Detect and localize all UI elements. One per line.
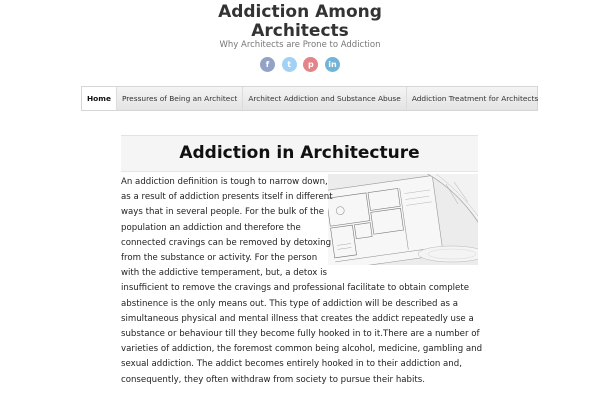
- image-spacer: [333, 175, 501, 281]
- nav-item-home[interactable]: Home: [82, 87, 117, 110]
- site-title-line-2: Architects: [251, 21, 349, 41]
- article-text: An addiction definition is tough to narrow down, as a result of addiction presents itself in different ways that in several people. For the bulk of the population an addiction and therefore the connected cravings can be removed by detoxing from the substance or activity. For the person with the addictive temperament, but, a detox is insufficient to remove the cravings and professional facilitate to obtain complete abstinence is the only means out. This type of addiction will be described as a simultaneous physical and mental illness that creates the addict repeatedly use a substance or behaviour till they become fully hooked in to it.There are a number of varieties of addiction, the foremost common being alcohol, medicine, gambling and sexual addiction. The addict becomes entirely hooked in to their addiction and, consequently, they often withdraw from society to pursue their habits.: [121, 177, 483, 385]
- facebook-icon[interactable]: f: [260, 57, 275, 72]
- nav-item-treatment[interactable]: Addiction Treatment for Architects: [411, 94, 539, 103]
- social-links: [260, 57, 340, 73]
- site-title-line-1: Addiction Among: [218, 2, 382, 22]
- linkedin-icon[interactable]: in: [325, 57, 340, 72]
- main-navigation: [81, 86, 538, 111]
- nav-item-substance-abuse[interactable]: Architect Addiction and Substance Abuse: [243, 87, 407, 110]
- page-title: Addiction in Architecture: [179, 143, 420, 163]
- pinterest-icon[interactable]: p: [303, 57, 318, 72]
- site-description: Why Architects are Prone to Addiction: [219, 40, 381, 50]
- article-body: [121, 175, 501, 388]
- site-title[interactable]: [0, 3, 600, 41]
- twitter-icon[interactable]: t: [282, 57, 297, 72]
- nav-item-pressures[interactable]: Pressures of Being an Architect: [117, 87, 243, 110]
